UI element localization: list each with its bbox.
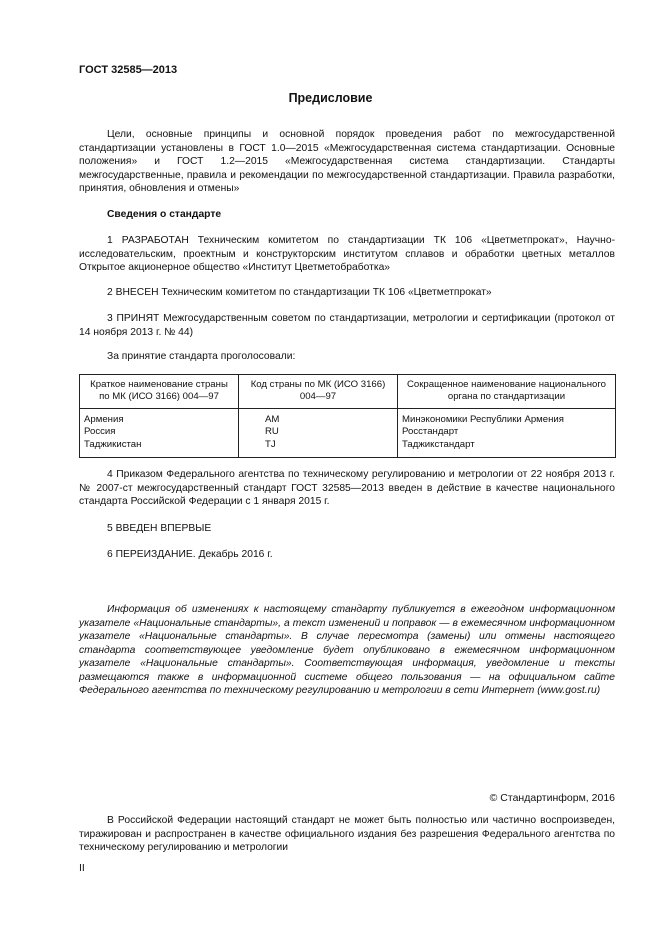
country-names-cell — [80, 408, 239, 457]
standards-body: Минэкономики Республики Армения — [402, 413, 564, 425]
copyright-notice: © Стандартинформ, 2016 — [489, 792, 615, 804]
country-code: AM — [265, 413, 280, 425]
section-heading: Сведения о стандарте — [107, 209, 222, 220]
item-5-introduced: 5 ВВЕДЕН ВПЕРВЫЕ — [107, 523, 212, 534]
page-number: II — [79, 862, 85, 874]
page-title: Предисловие — [288, 91, 373, 105]
table-header-row — [80, 375, 616, 409]
standards-body: Росстандарт — [402, 426, 459, 438]
changes-info-notice: Информация об изменениях к настоящему стандарту публикуется в ежегодном информационном указателе «Национальные стандарты», а текст изменений и поправок — в ежемесячном информационном указателе «Национальные стандарты». В случае пересмотра (замены) или отмены настоящего стандарта соответствующее уведомление будет опубликовано в ежемесячном информационном указателе «Национальные стандарты». Соответствующая информация, уведомление и тексты размещаются также в информационной системе общего пользования — на официальном сайте Федерального агентства по техническому регулированию и метрологии в сети Интернет (www.gost.ru) — [79, 604, 615, 697]
document-code: ГОСТ 32585—2013 — [79, 64, 178, 76]
column-header-country-code: Код страны по МК (ИСО 3166) 004—97 — [239, 375, 398, 409]
voting-table — [79, 374, 616, 458]
reproduction-rights-notice: В Российской Федерации настоящий стандарт не может быть полностью или частично воспроизведен, тиражирован и распространен в качестве официального издания без разрешения Федерального агентства по техническому регулированию и метрологии — [79, 815, 615, 854]
country-name: Таджикистан — [84, 438, 142, 450]
voted-caption: За принятие стандарта проголосовали: — [107, 351, 296, 362]
country-code: RU — [265, 426, 279, 438]
item-4-enacted: 4 Приказом Федерального агентства по техническому регулированию и метрологии от 22 ноября 2013 г. № 2007-ст межгосударственный стандарт ГОСТ 32585—2013 введен в действие в качестве национального стандарта Российской Федерации с 1 января 2015 г. — [79, 469, 615, 508]
item-6-reissue: 6 ПЕРЕИЗДАНИЕ. Декабрь 2016 г. — [107, 549, 273, 560]
table-row — [80, 408, 616, 457]
item-1-developed: 1 РАЗРАБОТАН Техническим комитетом по стандартизации ТК 106 «Цветметпрокат», Научно-исследовательским, проектным и конструкторским институтом сплавов и обработки цветных металлов Открытое акционерное общество «Институт Цветметобработка» — [79, 235, 615, 274]
intro-paragraph: Цели, основные принципы и основной порядок проведения работ по межгосударственной стандартизации установлены в ГОСТ 1.0—2015 «Межгосударственная система стандартизации. Основные положения» и ГОСТ 1.2—2015 «Межгосударственная система стандартизации. Стандарты межгосударственные, правила и рекомендации по межгосударственной стандартизации. Правила разработки, принятия, обновления и отмены» — [79, 129, 615, 195]
item-3-adopted: 3 ПРИНЯТ Межгосударственным советом по стандартизации, метрологии и сертификации (протокол от 14 ноября 2013 г. № 44) — [79, 313, 615, 338]
standards-body: Таджикстандарт — [402, 438, 475, 450]
standards-bodies-cell — [398, 408, 616, 457]
item-2-submitted: 2 ВНЕСЕН Техническим комитетом по стандартизации ТК 106 «Цветметпрокат» — [107, 287, 492, 298]
country-name: Россия — [84, 426, 116, 438]
country-codes-cell — [239, 408, 398, 457]
column-header-standards-body: Сокращенное наименование национального органа по стандартизации — [398, 375, 616, 409]
country-name: Армения — [84, 413, 124, 425]
column-header-country-name: Краткое наименование страны по МК (ИСО 3166) 004—97 — [80, 375, 239, 409]
country-code: TJ — [265, 438, 276, 450]
